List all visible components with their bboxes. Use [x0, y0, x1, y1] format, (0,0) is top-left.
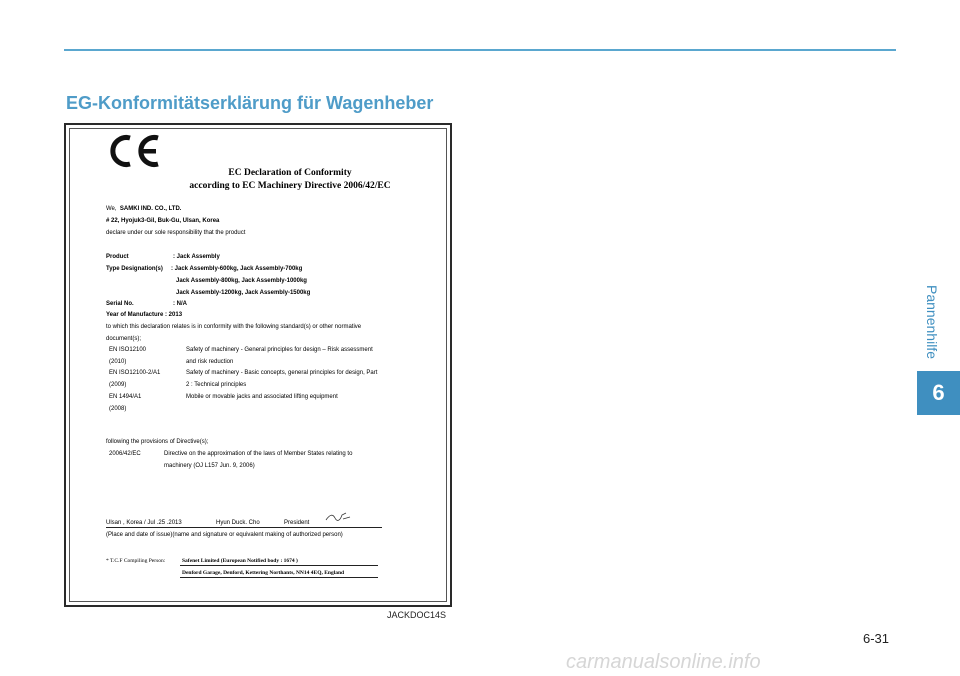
sign-title: President: [284, 520, 310, 526]
directive-desc-cont: machinery (OJ L157 Jun. 9, 2006): [164, 463, 255, 469]
standard-code: EN ISO12100-2/A1: [109, 370, 161, 376]
section-title: EG-Konformitätserklärung für Wagenheber: [66, 93, 434, 113]
product-value: : Jack Assembly: [173, 254, 220, 260]
tcf-rule: [180, 577, 378, 578]
serial-value: : N/A: [173, 301, 187, 307]
we-prefix: We,: [106, 206, 117, 212]
type-line2: Jack Assembly-800kg, Jack Assembly-1000kg: [176, 278, 307, 284]
sign-place-date: Ulsan , Korea / Jul .25 .2013: [106, 520, 182, 526]
conformity-line1: to which this declaration relates is in conformity with the following standard(s) or other normative: [106, 324, 362, 330]
tcf-rule: [180, 565, 378, 566]
standard-desc: Safety of machinery - Basic concepts, general principles for design, Part: [186, 370, 378, 376]
standard-desc-cont: 2 : Technical principles: [186, 382, 247, 388]
directive-code: 2006/42/EC: [109, 451, 141, 457]
type-label: Type Designation(s): [106, 266, 163, 272]
chapter-number-tab: 6: [917, 371, 960, 415]
standard-desc: Mobile or movable jacks and associated lifting equipment: [186, 394, 338, 400]
standard-code: EN 1494/A1: [109, 394, 142, 400]
chapter-side-label: [920, 282, 944, 362]
declare-line: declare under our sole responsibility that the product: [106, 230, 246, 236]
tcf-line1: Safenet Limited (European Notified body : 1674 ): [182, 558, 298, 564]
standard-year: (2010): [109, 359, 127, 365]
sign-name: Hyun Duck. Cho: [216, 520, 260, 526]
serial-label: Serial No.: [106, 301, 134, 307]
signature-scribble: [324, 511, 352, 523]
page-number: 6-31: [863, 631, 890, 646]
certificate-title: [140, 167, 440, 193]
top-rule: [64, 49, 896, 51]
type-line3: Jack Assembly-1200kg, Jack Assembly-1500kg: [176, 290, 311, 296]
certificate-title-line1: EC Declaration of Conformity: [228, 168, 352, 178]
certificate-title-line2: according to EC Machinery Directive 2006/42/EC: [189, 181, 391, 191]
conformity-line2: document(s);: [106, 336, 142, 342]
standard-desc: Safety of machinery - General principles for design – Risk assessment: [186, 347, 373, 353]
image-caption: JACKDOC14S: [387, 610, 447, 620]
standard-desc-cont: and risk reduction: [186, 359, 234, 365]
year-line: Year of Manufacture : 2013: [106, 312, 183, 318]
sign-caption: (Place and date of issue)(name and signature or equivalent making of authorized person): [106, 532, 343, 538]
company-address: # 22, Hyojuk3-Gil, Buk-Gu, Ulsan, Korea: [106, 218, 220, 224]
we-line: [106, 205, 181, 213]
type-line1: : Jack Assembly-600kg, Jack Assembly-700kg: [171, 266, 303, 272]
signature-underline: [106, 527, 382, 528]
tcf-line2: Denford Garage, Denford, Kettering Northants, NN14 4EQ, England: [182, 570, 345, 576]
tcf-label: * T.C.F Compiling Person:: [106, 558, 166, 564]
ce-mark-icon: [106, 133, 162, 169]
standard-year: (2008): [109, 406, 127, 412]
chapter-side-label-text: Pannenhilfe: [924, 285, 941, 359]
standard-year: (2009): [109, 382, 127, 388]
certificate-image: [64, 123, 452, 607]
product-label: Product: [106, 254, 129, 260]
watermark: carmanualsonline.info: [566, 651, 761, 673]
standard-code: EN ISO12100: [109, 347, 147, 353]
provisions-line: following the provisions of Directive(s);: [106, 439, 209, 445]
directive-desc: Directive on the approximation of the laws of Member States relating to: [164, 451, 353, 457]
company-name: SAMKI IND. CO., LTD.: [119, 206, 182, 212]
